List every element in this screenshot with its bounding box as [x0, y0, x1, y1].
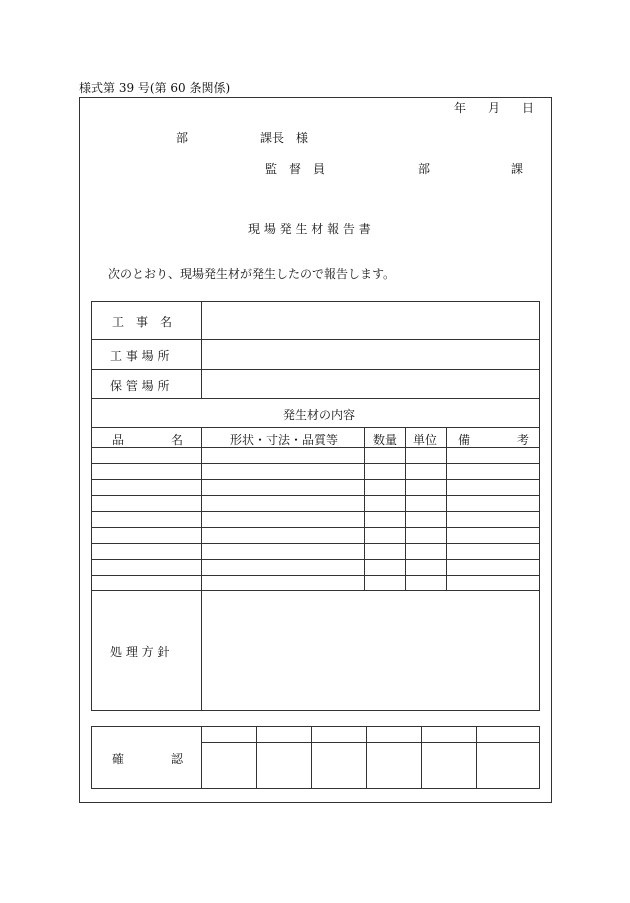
- row-divider: [91, 543, 540, 544]
- col-item-2: 名: [171, 433, 184, 447]
- col-item: 品: [112, 433, 125, 447]
- row-divider: [91, 398, 540, 399]
- row-divider: [91, 559, 540, 560]
- confirm-label-a: 確: [112, 752, 125, 766]
- page-title: 現 場 発 生 材 報 告 書: [248, 222, 371, 236]
- confirm-divider: [421, 726, 422, 789]
- row-divider: [91, 369, 540, 370]
- col-qty: 数量: [373, 433, 398, 447]
- col-divider: [446, 427, 447, 590]
- confirm-label-b: 認: [171, 752, 184, 766]
- confirm-divider: [201, 726, 202, 789]
- col-shape: 形状・寸法・品質等: [230, 433, 339, 447]
- intro-text: 次のとおり、現場発生材が発生したので報告します。: [108, 267, 396, 281]
- supervisor-section: 課: [511, 162, 524, 176]
- form-number: 様式第 39 号(第 60 条関係): [79, 81, 231, 95]
- confirm-row-divider: [201, 742, 540, 743]
- supervisor-dept: 部: [418, 162, 431, 176]
- field-storage-site: 保 管 場 所: [110, 379, 170, 393]
- row-divider: [91, 339, 540, 340]
- col-divider: [201, 427, 202, 711]
- row-divider: [91, 427, 540, 428]
- confirm-divider: [476, 726, 477, 789]
- field-construction-site: 工 事 場 所: [110, 349, 170, 363]
- col-divider: [405, 427, 406, 590]
- confirm-divider: [366, 726, 367, 789]
- policy-label: 処 理 方 針: [110, 645, 170, 659]
- row-divider: [91, 575, 540, 576]
- supervisor-label: 監 督 員: [265, 162, 326, 176]
- content-header: 発生材の内容: [283, 408, 356, 422]
- col-unit: 単位: [413, 433, 438, 447]
- row-divider: [91, 527, 540, 528]
- row-divider: [91, 479, 540, 480]
- col-divider: [364, 427, 365, 590]
- confirm-table: [91, 726, 540, 789]
- date-month: 月: [488, 101, 501, 115]
- col-remarks-2: 考: [517, 433, 530, 447]
- row-divider: [91, 463, 540, 464]
- date-day: 日: [522, 101, 535, 115]
- label-divider: [201, 301, 202, 398]
- field-construction-name: 工 事 名: [112, 315, 173, 329]
- row-divider: [91, 590, 540, 591]
- date-year: 年: [454, 101, 467, 115]
- addressee-dept: 部: [176, 131, 189, 145]
- col-remarks: 備: [458, 433, 471, 447]
- confirm-divider: [311, 726, 312, 789]
- row-divider: [91, 495, 540, 496]
- row-divider: [91, 511, 540, 512]
- confirm-divider: [256, 726, 257, 789]
- addressee-title: 課長 様: [260, 131, 309, 145]
